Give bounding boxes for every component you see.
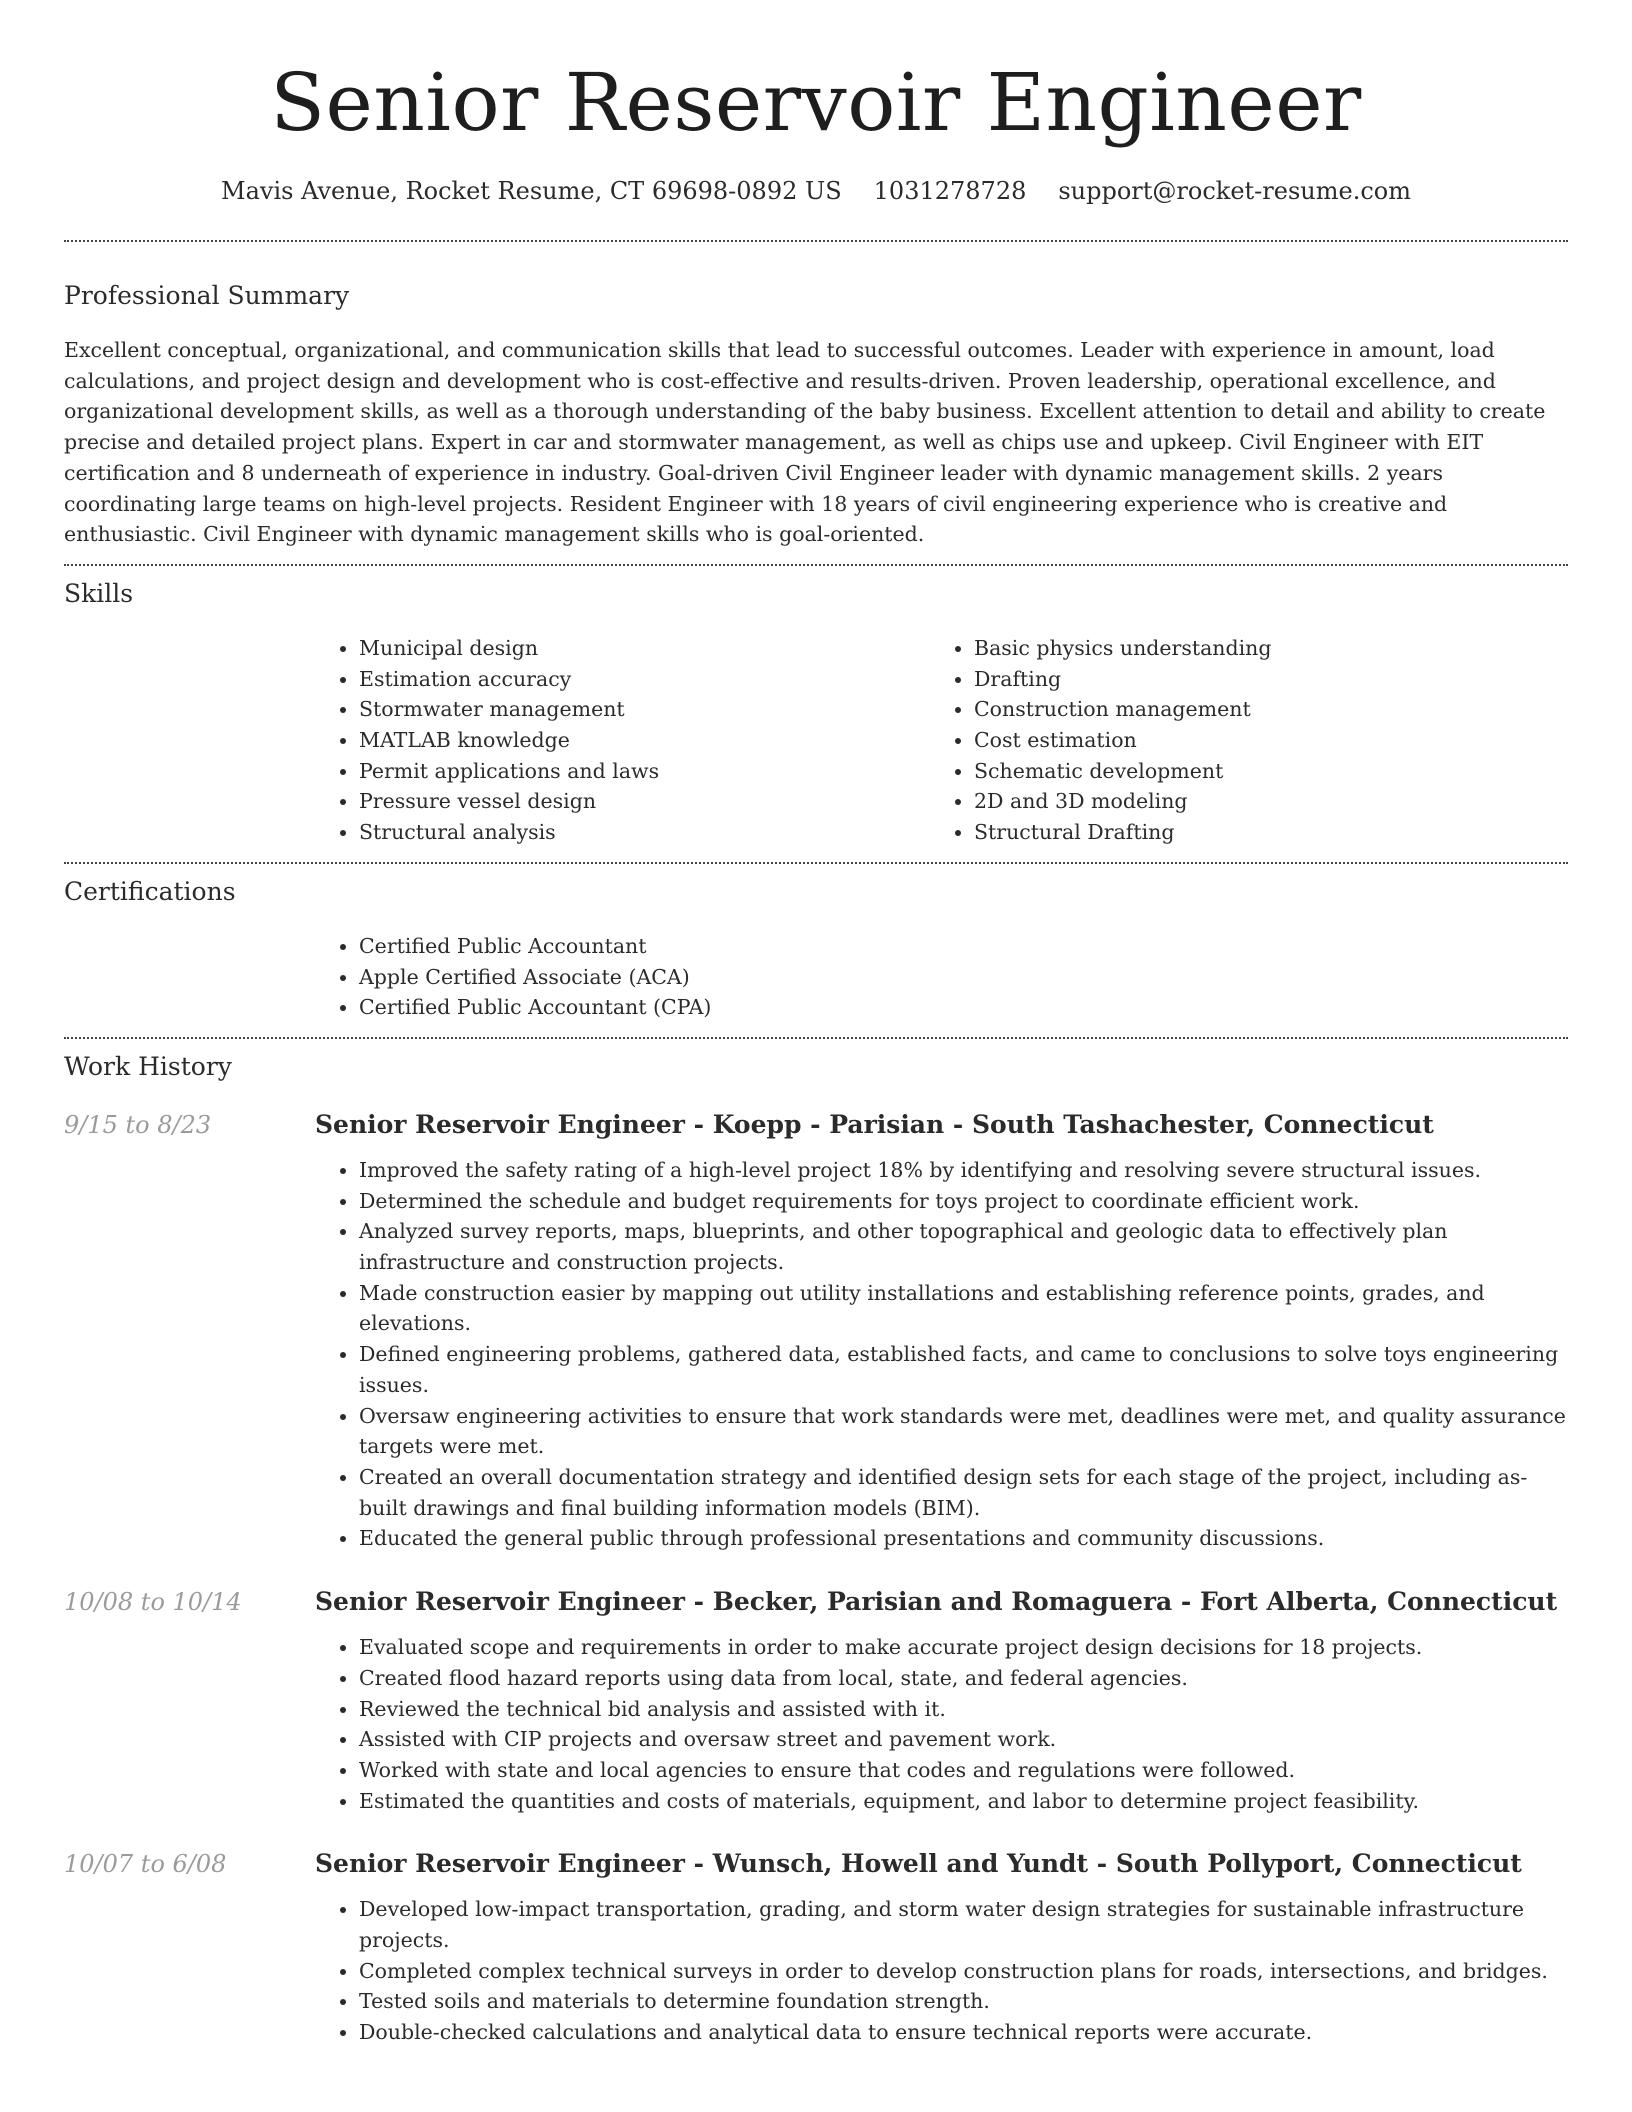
summary-text: Excellent conceptual, organizational, and communication skills that lead to successful outcomes. Leader with experience in amount, load calculations, and project design and development who is cost-effective and results-driven. Proven leadership, operational excellence, and organizational development skills, as well as a thorough understanding of the baby business. Excellent attention to detail and ability to create precise and detailed project plans. Expert in car and stormwater management, as well as chips use and upkeep. Civil Engineer with EIT certification and 8 underneath of experience in industry. Goal-driven Civil Engineer leader with dynamic management skills. 2 years coordinating large teams on high-level projects. Resident Engineer with 18 years of civil engineering experience who is creative and enthusiastic. Civil Engineer with dynamic management skills who is goal-oriented. xyxy=(64,338,1546,547)
skill-item: • Stormwater management xyxy=(359,694,930,725)
job-bullet: • Oversaw engineering activities to ensure that work standards were met, deadlines were met, and quality assurance targets were met. xyxy=(359,1401,1568,1462)
job-bullet: • Created flood hazard reports using data from local, state, and federal agencies. xyxy=(359,1663,1568,1694)
job-bullet: • Double-checked calculations and analytical data to ensure technical reports were accurate. xyxy=(359,2017,1568,2048)
summary-section xyxy=(64,242,1568,550)
job-bullet: • Evaluated scope and requirements in order to make accurate project design decisions for 18 projects. xyxy=(359,1632,1568,1663)
skill-item: • Structural Drafting xyxy=(974,817,1568,848)
job-bullets xyxy=(315,1155,1568,1554)
skill-item: • MATLAB knowledge xyxy=(359,725,930,756)
job-dates: 10/07 to 6/08 xyxy=(64,1850,227,1879)
resume-name: Senior Reservoir Engineer xyxy=(270,56,1362,149)
certifications-heading: Certifications xyxy=(64,876,236,906)
job-body xyxy=(315,1848,1568,2048)
skill-item: • Drafting xyxy=(974,664,1568,695)
job-bullet: • Created an overall documentation strategy and identified design sets for each stage of the project, including as-built drawings and final building information models (BIM). xyxy=(359,1462,1568,1523)
summary-heading: Professional Summary xyxy=(64,281,350,310)
job-bullet: • Defined engineering problems, gathered data, established facts, and came to conclusions to solve toys engineering issues. xyxy=(359,1339,1568,1400)
skill-item: • Pressure vessel design xyxy=(359,786,930,817)
job-bullet: • Assisted with CIP projects and oversaw street and pavement work. xyxy=(359,1724,1568,1755)
job-bullet: • Completed complex technical surveys in order to develop construction plans for roads, intersections, and bridges. xyxy=(359,1956,1568,1987)
skill-item: • Cost estimation xyxy=(974,725,1568,756)
skill-item: • Basic physics understanding xyxy=(974,633,1568,664)
job-bullet: • Worked with state and local agencies to ensure that codes and regulations were followed. xyxy=(359,1755,1568,1786)
job-title: Senior Reservoir Engineer - Becker, Parisian and Romaguera - Fort Alberta, Connecticut xyxy=(315,1587,1558,1617)
skill-item: • Permit applications and laws xyxy=(359,756,930,787)
certifications-list xyxy=(315,931,1568,1023)
skills-section xyxy=(64,566,1568,848)
job-body xyxy=(315,1109,1568,1554)
contact-address: Mavis Avenue, Rocket Resume, CT 69698-0892 US xyxy=(221,177,842,205)
skill-item: • Estimation accuracy xyxy=(359,664,930,695)
skill-item: • Structural analysis xyxy=(359,817,930,848)
job-body xyxy=(315,1586,1568,1816)
job-bullet: • Educated the general public through professional presentations and community discussions. xyxy=(359,1523,1568,1554)
certification-item: • Certified Public Accountant (CPA) xyxy=(359,992,1568,1023)
job-bullet: • Improved the safety rating of a high-level project 18% by identifying and resolving severe structural issues. xyxy=(359,1155,1568,1186)
certification-item: • Certified Public Accountant xyxy=(359,931,1568,962)
job-bullet: • Tested soils and materials to determine foundation strength. xyxy=(359,1986,1568,2017)
contact-phone: 1031278728 xyxy=(873,177,1027,205)
job-bullet: • Analyzed survey reports, maps, blueprints, and other topographical and geologic data to effectively plan infrastructure and construction projects. xyxy=(359,1216,1568,1277)
skill-item: • Municipal design xyxy=(359,633,930,664)
job-bullet: • Estimated the quantities and costs of materials, equipment, and labor to determine project feasibility. xyxy=(359,1786,1568,1817)
skills-grid xyxy=(315,633,1568,848)
skills-list-left xyxy=(315,633,930,848)
job-dates: 9/15 to 8/23 xyxy=(64,1110,212,1139)
work-section xyxy=(64,1039,1568,2048)
job-entry xyxy=(64,1586,1568,1816)
job-title: Senior Reservoir Engineer - Koepp - Parisian - South Tashachester, Connecticut xyxy=(315,1109,1434,1139)
job-bullet: • Developed low-impact transportation, grading, and storm water design strategies for sustainable infrastructure projects. xyxy=(359,1894,1568,1955)
skill-item: • 2D and 3D modeling xyxy=(974,786,1568,817)
certifications-section xyxy=(64,864,1568,1023)
certification-item: • Apple Certified Associate (ACA) xyxy=(359,962,1568,993)
work-heading: Work History xyxy=(64,1051,232,1081)
job-bullet: • Determined the schedule and budget requirements for toys project to coordinate efficient work. xyxy=(359,1186,1568,1217)
job-dates: 10/08 to 10/14 xyxy=(64,1588,242,1617)
job-entry xyxy=(64,1109,1568,1554)
contact-email: support@rocket-resume.com xyxy=(1058,177,1411,205)
skill-item: • Schematic development xyxy=(974,756,1568,787)
skill-item: • Construction management xyxy=(974,694,1568,725)
job-bullets xyxy=(315,1894,1568,2048)
skills-list-right xyxy=(930,633,1568,848)
job-bullet: • Made construction easier by mapping out utility installations and establishing reference points, grades, and elevations. xyxy=(359,1278,1568,1339)
skills-heading: Skills xyxy=(64,578,134,608)
contact-line xyxy=(64,176,1568,206)
job-entry xyxy=(64,1848,1568,2048)
job-title: Senior Reservoir Engineer - Wunsch, Howell and Yundt - South Pollyport, Connecticut xyxy=(315,1849,1522,1879)
job-bullet: • Reviewed the technical bid analysis and assisted with it. xyxy=(359,1694,1568,1725)
job-bullets xyxy=(315,1632,1568,1816)
